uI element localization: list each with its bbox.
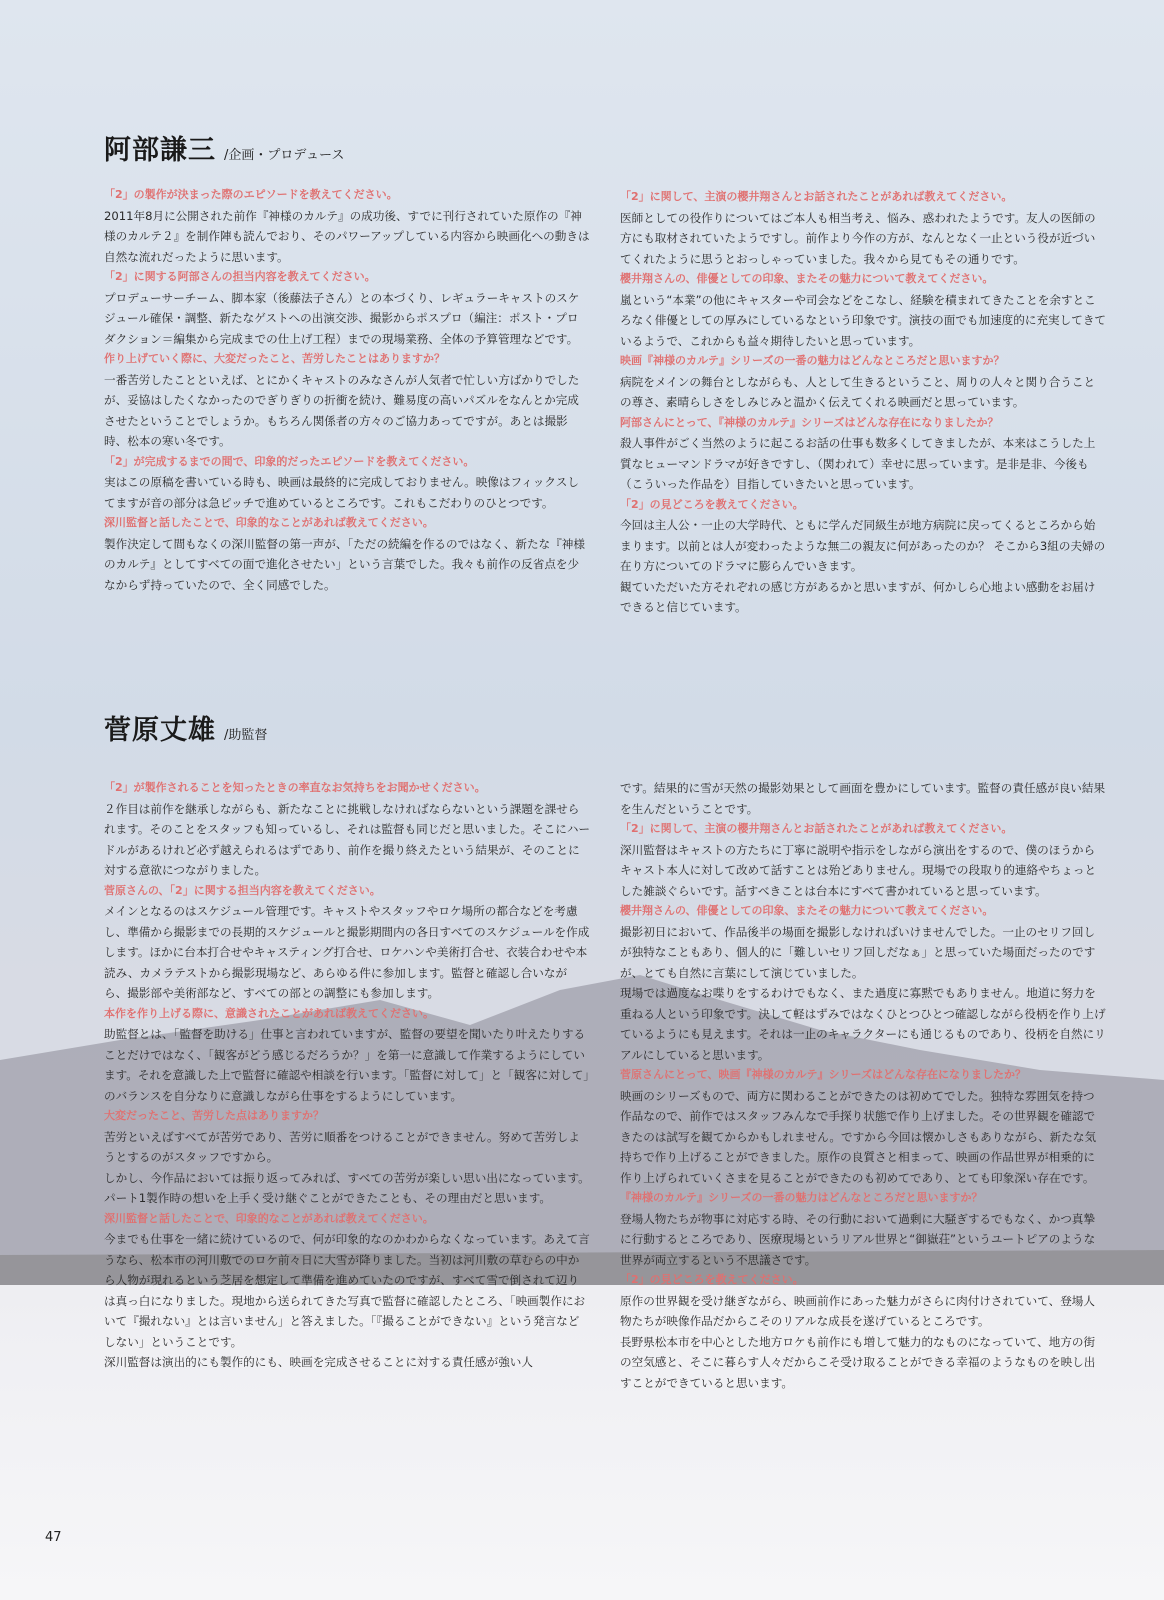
interview-question: 「2」に関して、主演の櫻井翔さんとお話されたことがあれば教えてください。 — [620, 190, 1013, 203]
interview-answer: 製作決定して間もなくの深川監督の第一声が、「ただの続編を作るのではなく、新たな『神様のカルテ』としてすべての面で進化させたい」という言葉でした。我々も前作の反省点を少なからず持っていたので、全く同感でした。 — [104, 536, 585, 592]
interview-question: 菅原さんの、「2」に関する担当内容を教えてください。 — [104, 883, 381, 897]
interview-answer: 2011年8月に公開された前作『神様のカルテ』の成功後、すでに刊行されていた原作の『神様のカルテ２』を制作陣も読んでおり、そのパワーアップしている内容から映画化への動きは自然な流れだったように思います。 — [104, 208, 590, 264]
interview-answer: 今回は主人公・一止の大学時代、ともに学んだ同級生が地方病院に戻ってくるところから始まります。以前とは人が変わったような無二の親友に何があったのか？ そこから3組の夫婦の在り方についてのドラマに膨らんでいきます。 — [620, 518, 1106, 573]
interview-answer: 深川監督は演出的にも製作的にも、映画を完成させることに対する責任感が強い人 — [104, 1355, 533, 1369]
interview-answer: 観ていただいた方それぞれの感じ方があるかと思いますが、何かしら心地よい感動をお届けできると信じています。 — [620, 579, 1096, 614]
interview-answer: プロデューサーチーム、脚本家（後藤法子さん）との本づくり、レギュラーキャストのスケジュール確保・調整、新たなゲストへの出演交渉、撮影からポスプロ（編注：ポスト・プロダクション＝編集から完成までの仕上げ工程）までの現場業務、全体の予算管理などです。 — [104, 290, 580, 346]
interview-answer: 嵐という“本業”の他にキャスターや司会などをこなし、経験を積まれてきたことを余すところなく俳優としての厚みにしているなという印象です。演技の面でも加速度的に充実してきているようで、これからも益々期待したいと思っています。 — [620, 292, 1107, 348]
interview-question: 深川監督と話したことで、印象的なことがあれば教えてください。 — [104, 1211, 434, 1225]
interview-question: 作り上げていく際に、大変だったこと、苦労したことはありますか？ — [104, 352, 445, 365]
interview-answer: です。結果的に雪が天然の撮影効果として画面を豊かにしています。監督の責任感が良い結果を生んだということです。 — [620, 781, 1106, 816]
person-name: 阿部謙三 — [104, 135, 216, 166]
section-header-abe — [104, 128, 344, 167]
interview-question: 「2」に関して、主演の櫻井翔さんとお話されたことがあれば教えてください。 — [620, 822, 1013, 835]
interview-question: 櫻井翔さんの、俳優としての印象、またその魅力について教えてください。 — [620, 904, 994, 917]
interview-answer: 映画のシリーズもので、両方に関わることができたのは初めてでした。独特な雰囲気を持つ作品なので、前作ではスタッフみんなで手探り状態で作り上げました。その世界観を確認できたのは試写を観てからかもしれません。ですから今回は懐かしさもありながら、新たな気持ちで作り上げることができました。原作の良質さと相まって、映画の作品世界が相乗的に作り上げられていくさまを見ることができたのも初めてであり、とても印象深い存在です。 — [620, 1088, 1097, 1185]
interview-question: 櫻井翔さんの、俳優としての印象、またその魅力について教えてください。 — [620, 272, 994, 285]
interview-question: 「2」が完成するまでの間で、印象的だったエピソードを教えてください。 — [104, 454, 475, 468]
interview-answer: しかし、今作品においては振り返ってみれば、すべての苦労が楽しい思い出になっています。パート1製作時の想いを上手く受け継ぐことができたことも、その理由だと思います。 — [104, 1170, 590, 1205]
page-number: 47 — [45, 1530, 62, 1545]
person-role: /助監督 — [224, 728, 268, 743]
interview-question: 阿部さんにとって、『神様のカルテ』シリーズはどんな存在になりましたか？ — [620, 415, 999, 429]
person-name: 菅原丈雄 — [104, 715, 216, 746]
column-sugawara-left — [104, 778, 590, 1373]
interview-question: 映画『神様のカルテ』シリーズの一番の魅力はどんなところだと思いますか？ — [620, 354, 1005, 367]
section-header-sugawara — [104, 708, 267, 747]
interview-question: 「2」が製作されることを知ったときの率直なお気持ちをお聞かせください。 — [104, 781, 486, 794]
interview-answer: 一番苦労したことといえば、とにかくキャストのみなさんが人気者で忙しい方ばかりでしたが、妥協はしたくなかったのでぎりぎりの折衝を続け、難易度の高いパズルをなんとか完成させたということでしょうか。もちろん関係者の方々のご協力あってですが。あとは撮影時、松本の寒い冬です。 — [104, 372, 580, 448]
interview-question: 「2」に関する阿部さんの担当内容を教えてください。 — [104, 270, 376, 283]
interview-answer: 撮影初日において、作品後半の場面を撮影しなければいけませんでした。一止のセリフ回しが独特なこともあり、個人的に「難しいセリフ回しだなぁ」と思っていた場面だったのですが、とても自然に言葉にして演じていました。 — [620, 924, 1096, 980]
interview-answer: 殺人事件がごく当然のように起こるお話の仕事も数多くしてきましたが、本来はこうした上質なヒューマンドラマが好きですし、（関われて）幸せに思っています。是非是非、今後も（こういった作品を）目指していきたいと思っています。 — [620, 436, 1096, 491]
column-abe-left — [104, 185, 590, 595]
interview-question: 「2」の見どころを教えてください。 — [620, 497, 804, 511]
interview-answer: 医師としての役作りについてはご本人も相当考え、悩み、惑われたようです。友人の医師の方にも取材されていたようですし。前作より今作の方が、なんとなく一止という役が近づいてくれたように思うとおっしゃっていました。我々から見てもその通りです。 — [620, 210, 1096, 266]
interview-answer: 苦労といえばすべてが苦労であり、苦労に順番をつけることができません。努めて苦労しようとするのがスタッフですから。 — [104, 1129, 580, 1164]
interview-answer: 深川監督はキャストの方たちに丁寧に説明や指示をしながら演出をするので、僕のほうからキャスト本人に対して改めて話すことは殆どありません。現場での段取り的連絡やちょっとした雑談ぐらいです。話すべきことは台本にすべて書かれていると思っています。 — [620, 842, 1097, 898]
interview-answer: 実はこの原稿を書いている時も、映画は最終的に完成しておりません。映像はフィックスしてますが音の部分は急ピッチで進めているところです。これもこだわりのひとつです。 — [104, 475, 579, 510]
interview-question: 本作を作り上げる際に、意識されたことがあれば教えてください。 — [104, 1006, 434, 1020]
person-role: /企画・プロデュース — [224, 148, 345, 163]
interview-question: 「2」の製作が決まった際のエピソードを教えてください。 — [104, 188, 398, 201]
interview-answer: 現場では過度なお喋りをするわけでもなく、また過度に寡黙でもありません。地道に努力を重ねる人という印象です。決して軽はずみではなくひとつひとつ確認しながら役柄を作り上げているようにも見えます。それは一止のキャラクターにも通じるものであり、役柄を自然にリアルにしていると思います。 — [620, 986, 1106, 1062]
interview-question: 「2」の見どころを教えてください。 — [620, 1273, 804, 1286]
interview-answer: メインとなるのはスケジュール管理です。キャストやスタッフやロケ場所の都合などを考慮し、準備から撮影までの長期的スケジュールと撮影期間内の各日すべてのスケジュールを作成します。ほかに台本打合せやキャスティング打合せ、ロケハンや美術打合せ、衣装合わせや本読み、カメラテストから撮影現場など、あらゆる件に参加します。監督と確認し合いながら、撮影部や美術部など、すべての部との調整にも参加します。 — [104, 904, 590, 1000]
interview-answer: 原作の世界観を受け継ぎながら、映画前作にあった魅力がさらに肉付けされていて、登場人物たちが映像作品だからこそのリアルな成長を遂げているところです。 — [620, 1293, 1095, 1328]
column-sugawara-right — [620, 778, 1106, 1393]
interview-question: 深川監督と話したことで、印象的なことがあれば教えてください。 — [104, 516, 434, 529]
interview-answer: ２作目は前作を継承しながらも、新たなことに挑戦しなければならないという課題を課せられます。そのことをスタッフも知っているし、それは監督も同じだと思いました。そこにハードルがあるけれど必ず越えられるはずであり、前作を撮り終えたという結果が、そのことに対する意欲につながりました。 — [104, 801, 591, 877]
interview-answer: 病院をメインの舞台としながらも、人として生きるということ、周りの人々と関り合うことの尊さ、素晴らしさをしみじみと温かく伝えてくれる映画だと思っています。 — [620, 374, 1096, 409]
interview-question: 菅原さんにとって、映画『神様のカルテ』シリーズはどんな存在になりましたか？ — [620, 1068, 1027, 1081]
column-abe-right — [620, 187, 1106, 618]
interview-answer: 今までも仕事を一緒に続けているので、何が印象的なのかわからなくなっています。あえて言うなら、松本市の河川敷でのロケ前々日に大雪が降りました。当初は河川敷の草むらの中から人物が現れるという芝居を想定して準備を進めていたのですが、すべて雪で倒されて辺りは真っ白になりました。現地から送られてきた写真で監督に確認したところ、「映画製作において『撮れない』とは言いません」と答えました。「『撮ることができない』という発言などしない」ということです。 — [104, 1232, 590, 1349]
interview-answer: 長野県松本市を中心とした地方ロケも前作にも増して魅力的なものになっていて、地方の街の空気感と、そこに暮らす人々だからこそ受け取ることができる幸福のようなものを映し出すことができていると思います。 — [620, 1334, 1096, 1390]
interview-question: 大変だったこと、苦労した点はありますか？ — [104, 1109, 324, 1122]
interview-answer: 助監督とは、「監督を助ける」仕事と言われていますが、監督の要望を聞いたり叶えたりすることだけではなく、「観客がどう感じるだろうか？」を第一に意識して作業するようにしています。それを意識した上で監督に確認や相談を行います。「監督に対して」と「観客に対して」のバランスを自分なりに意識しながら仕事をするようにしています。 — [104, 1027, 590, 1103]
interview-answer: 登場人物たちが物事に対応する時、その行動において過剰に大騒ぎするでもなく、かつ真摯に行動するところであり、医療現場というリアル世界と“御嶽荘”というユートピアのような世界が両立するという不思議さです。 — [620, 1211, 1096, 1267]
interview-question: 『神様のカルテ』シリーズの一番の魅力はどんなところだと思いますか？ — [620, 1191, 983, 1204]
